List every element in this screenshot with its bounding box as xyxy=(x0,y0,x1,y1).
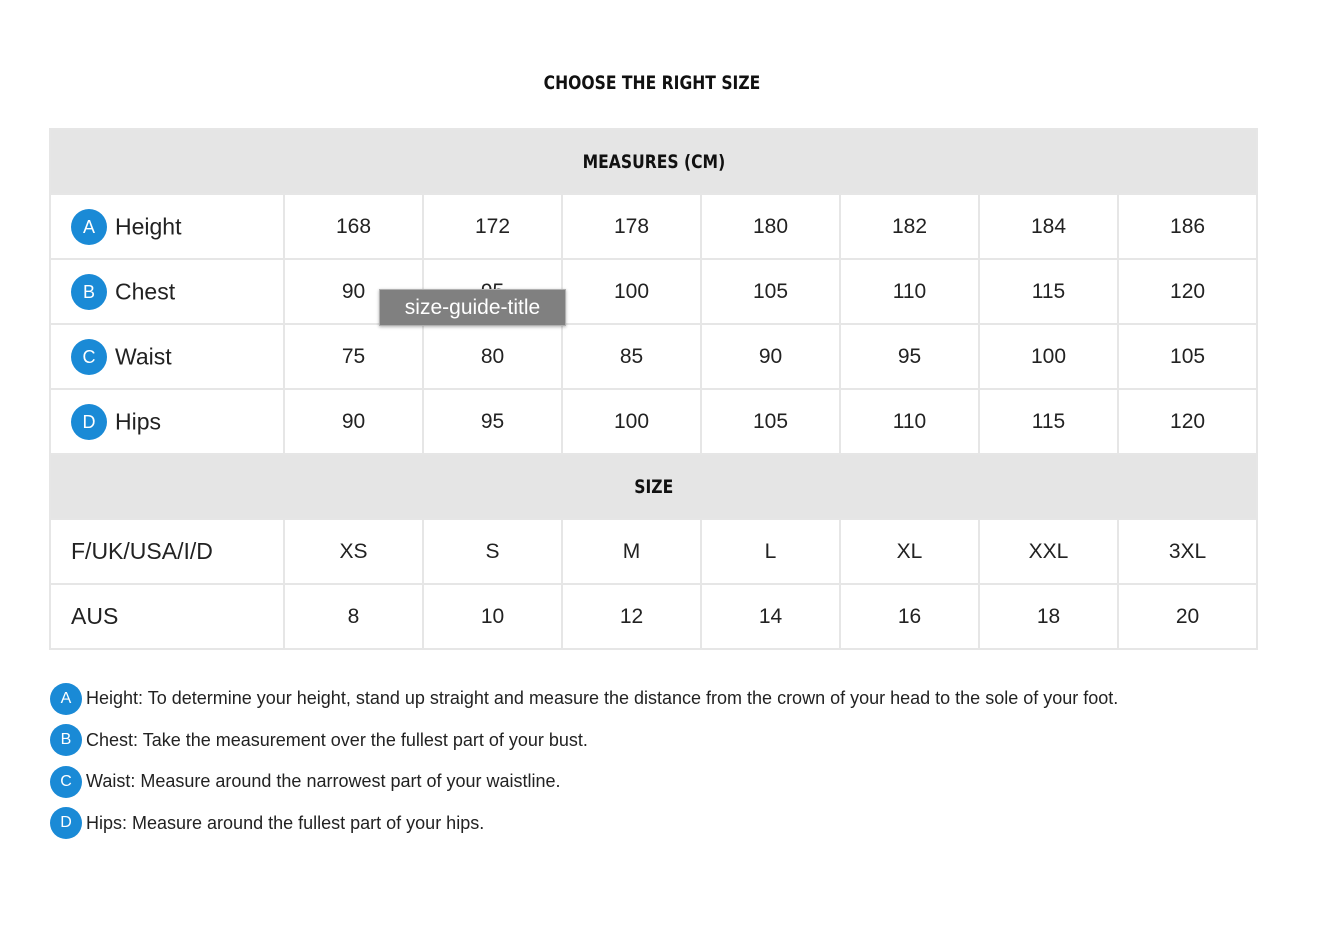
table-cell: 16 xyxy=(840,584,979,649)
table-cell: 90 xyxy=(284,259,423,324)
list-item xyxy=(50,765,1118,798)
table-cell: 8 xyxy=(284,584,423,649)
table-cell: L xyxy=(701,519,840,584)
note-text: Waist: Measure around the narrowest part of your waistline. xyxy=(86,771,561,791)
note-text: Chest: Take the measurement over the fullest part of your bust. xyxy=(86,729,588,750)
table-row xyxy=(50,194,1257,259)
badge-icon: A xyxy=(71,209,107,245)
table-row xyxy=(50,389,1257,454)
table-cell: 14 xyxy=(701,584,840,649)
table-row xyxy=(50,259,1257,324)
table-cell: 186 xyxy=(1118,194,1257,259)
table-cell: 120 xyxy=(1118,389,1257,454)
table-cell: 115 xyxy=(979,259,1118,324)
table-cell: 172 xyxy=(423,194,562,259)
table-cell: 100 xyxy=(562,389,701,454)
table-cell: 90 xyxy=(284,389,423,454)
size-header-row xyxy=(50,454,1257,519)
table-cell: 180 xyxy=(701,194,840,259)
measures-header: MEASURES (CM) xyxy=(50,129,1257,194)
table-cell: 182 xyxy=(840,194,979,259)
table-cell: S xyxy=(423,519,562,584)
table-cell: 100 xyxy=(562,259,701,324)
table-row xyxy=(50,584,1257,649)
table-cell: 80 xyxy=(423,324,562,389)
tooltip: size-guide-title xyxy=(379,289,566,326)
table-cell: 18 xyxy=(979,584,1118,649)
size-label-cell: AUS xyxy=(50,584,284,649)
table-cell: 105 xyxy=(701,259,840,324)
badge-icon: B xyxy=(50,724,82,756)
badge-icon: C xyxy=(50,766,82,798)
table-cell: 95 xyxy=(423,389,562,454)
list-item xyxy=(50,807,1118,840)
badge-icon: A xyxy=(50,683,82,715)
table-cell: 110 xyxy=(840,259,979,324)
table-cell: 85 xyxy=(562,324,701,389)
badge-icon: B xyxy=(71,274,107,310)
table-cell: XL xyxy=(840,519,979,584)
badge-icon: C xyxy=(71,339,107,375)
table-cell: 105 xyxy=(1118,324,1257,389)
badge-icon: D xyxy=(50,807,82,839)
table-cell: 120 xyxy=(1118,259,1257,324)
measurement-notes xyxy=(50,682,1118,848)
table-cell: 168 xyxy=(284,194,423,259)
measure-label-cell: A Height xyxy=(50,194,284,259)
badge-icon: D xyxy=(71,404,107,440)
table-cell: 3XL xyxy=(1118,519,1257,584)
table-cell: 178 xyxy=(562,194,701,259)
table-cell: 90 xyxy=(701,324,840,389)
measures-header-row xyxy=(50,129,1257,194)
list-item xyxy=(50,724,1118,757)
size-guide-table xyxy=(49,128,1258,650)
table-row xyxy=(50,324,1257,389)
table-cell: 75 xyxy=(284,324,423,389)
note-text: Hips: Measure around the fullest part of your hips. xyxy=(86,812,485,833)
note-text: Height: To determine your height, stand up straight and measure the distance from the crown of your head to the sole of your foot. xyxy=(86,688,1119,708)
table-cell: M xyxy=(562,519,701,584)
list-item xyxy=(50,682,1118,715)
table-cell: 105 xyxy=(701,389,840,454)
table-cell: 100 xyxy=(979,324,1118,389)
table-cell: XS xyxy=(284,519,423,584)
size-header: SIZE xyxy=(50,454,1257,519)
table-cell: 110 xyxy=(840,389,979,454)
table-row xyxy=(50,519,1257,584)
measure-label-cell: D Hips xyxy=(50,389,284,454)
size-guide-title: CHOOSE THE RIGHT SIZE xyxy=(543,72,761,94)
table-cell: XXL xyxy=(979,519,1118,584)
table-cell: 184 xyxy=(979,194,1118,259)
table-cell: 115 xyxy=(979,389,1118,454)
table-cell: 20 xyxy=(1118,584,1257,649)
measure-label-cell: C Waist xyxy=(50,324,284,389)
table-cell: 12 xyxy=(562,584,701,649)
size-label-cell: F/UK/USA/I/D xyxy=(50,519,284,584)
table-cell: 10 xyxy=(423,584,562,649)
measure-label-cell: B Chest xyxy=(50,259,284,324)
table-cell: 95 xyxy=(840,324,979,389)
